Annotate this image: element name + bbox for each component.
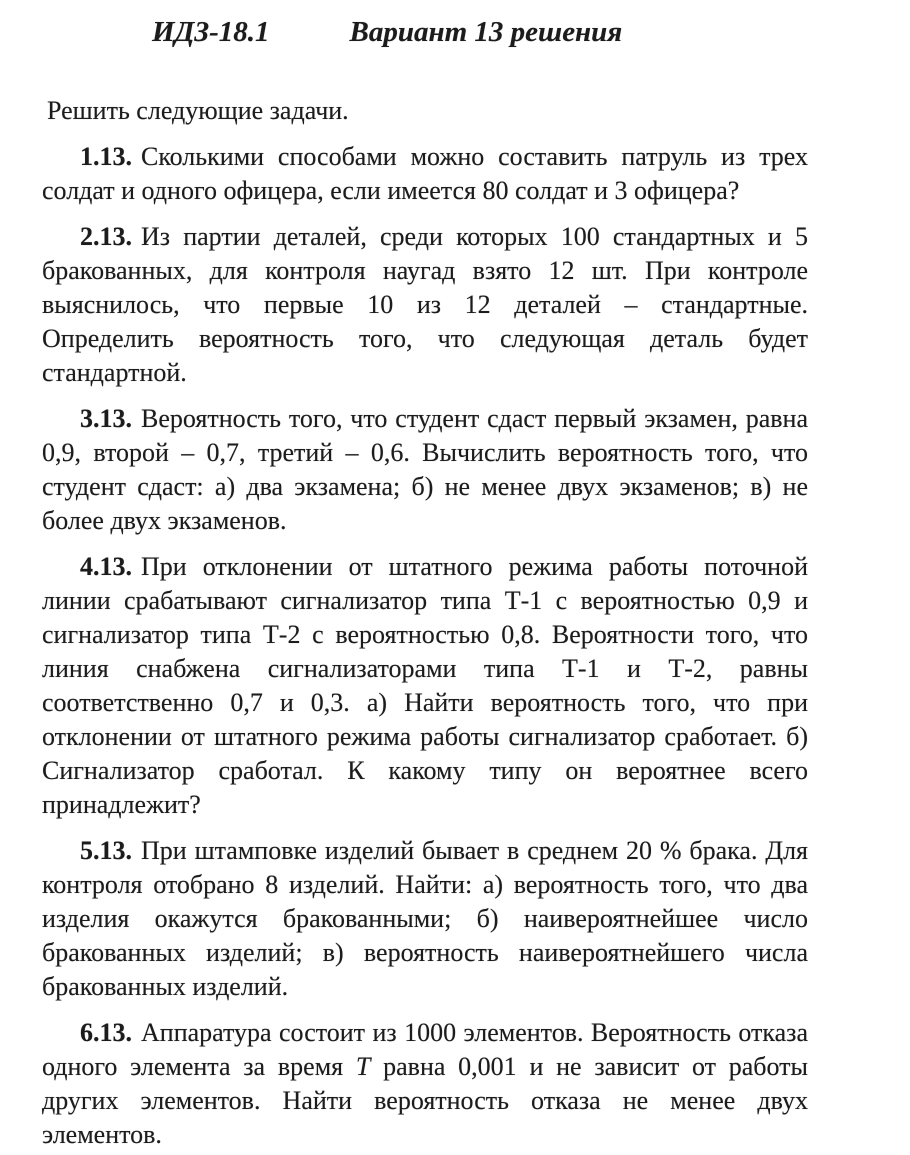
assignment-code: ИДЗ-18.1 xyxy=(152,16,270,48)
problem-number: 4.13. xyxy=(80,552,132,581)
problem-4-13 xyxy=(42,550,808,822)
problem-text: Вероятность того, что студент сдаст первый экзамен, равна 0,9, второй – 0,7, третий – 0,6. Вычислить вероятность того, что студент сдаст: а) два экзамена; б) не менее двух экзаменов; в) не более двух экзаменов. xyxy=(42,404,808,535)
problem-3-13 xyxy=(42,402,808,538)
problem-text: При отклонении от штатного режима работы поточной линии срабатывают сигнализатор типа Т-1 с вероятностью 0,9 и сигнализатор типа Т-2 с вероятностью 0,8. Вероятности того, что линия снабжена сигнализаторами типа Т-1 и Т-2, равны соответственно 0,7 и 0,3. а) Найти вероятность того, что при отклонении от штатного режима работы сигнализатор сработает. б) Сигнализатор сработал. К какому типу он вероятнее всего принадлежит? xyxy=(42,552,808,819)
problem-text: Сколькими способами можно составить патруль из трех солдат и одного офицера, если имеется 80 солдат и 3 офицера? xyxy=(42,142,808,205)
document-header xyxy=(152,14,808,50)
problem-text: При штамповке изделий бывает в среднем 20 % брака. Для контроля отобрано 8 изделий. Найти: а) вероятность того, что два изделия окажутся бракованными; б) наивероятнейшее число бракованных изделий; в) вероятность наивероятнейшего числа бракованных изделий. xyxy=(42,836,808,1001)
problem-number: 3.13. xyxy=(80,404,132,433)
problem-6-13 xyxy=(42,1016,808,1152)
problem-text-after-variable: равна 0,001 и не зависит от работы других элементов. Найти вероятность отказа не менее двух элементов. xyxy=(42,1052,809,1149)
problem-text-before-variable: Аппаратура состоит из 1000 элементов. Вероятность отказа одного элемента за время xyxy=(42,1018,808,1081)
problem-1-13 xyxy=(42,140,808,208)
problem-number: 2.13. xyxy=(80,222,132,251)
problem-number: 5.13. xyxy=(80,836,132,865)
variant-title: Вариант 13 решения xyxy=(349,16,623,48)
problem-5-13 xyxy=(42,834,808,1004)
problem-2-13 xyxy=(42,220,808,390)
problem-number: 6.13. xyxy=(80,1018,132,1047)
problem-text: Из партии деталей, среди которых 100 стандартных и 5 бракованных, для контроля наугад взято 12 шт. При контроле выяснилось, что первые 10 из 12 деталей – стандартные. Определить вероятность того, что следующая деталь будет стандартной. xyxy=(42,222,808,387)
problem-number: 1.13. xyxy=(80,142,132,171)
time-variable: T xyxy=(355,1052,371,1081)
intro-text: Решить следующие задачи. xyxy=(47,96,349,125)
